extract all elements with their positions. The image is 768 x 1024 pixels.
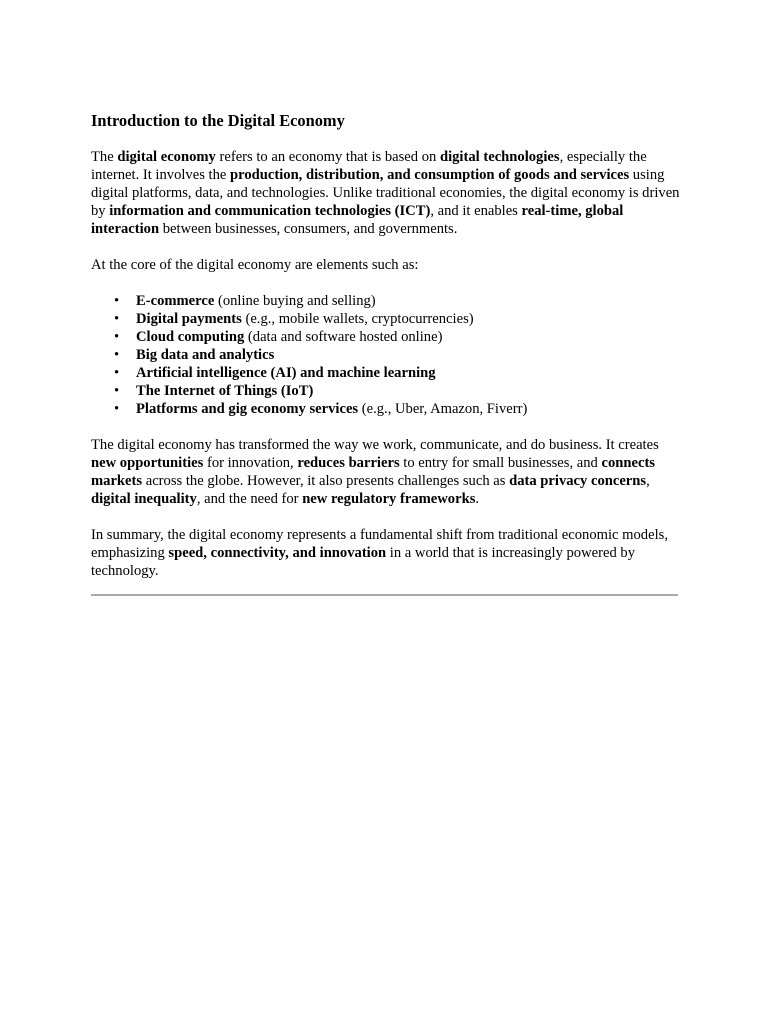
list-item [114, 292, 681, 310]
bullet-icon: • [114, 401, 120, 417]
bullet-icon: • [114, 383, 120, 399]
list-item-detail: (e.g., mobile wallets, cryptocurrencies) [241, 311, 474, 327]
page-title: Introduction to the Digital Economy [91, 111, 345, 130]
list-item-term: Platforms and gig economy services [136, 401, 359, 417]
bullet-icon: • [114, 311, 120, 327]
body-text: using digital platforms, data, and technologies. Unlike traditional economies, the digital economy is driven by [91, 167, 680, 219]
body-text: , [646, 473, 650, 489]
body-text: . [475, 491, 480, 507]
body-text: refers to an economy that is based on [215, 149, 440, 165]
bullet-icon: • [114, 347, 120, 363]
elements-list [91, 292, 681, 418]
summary-paragraph [91, 526, 681, 580]
list-item-term: Big data and analytics [136, 347, 275, 363]
list-item-term: Cloud computing [136, 329, 245, 345]
body-text: in a world that is increasingly powered by technology. [91, 545, 635, 579]
bullet-icon: • [114, 293, 120, 309]
list-item [114, 364, 681, 382]
list-item-detail: (data and software hosted online) [244, 329, 443, 345]
emphasis-text: digital economy [117, 149, 216, 165]
list-item-detail: (e.g., Uber, Amazon, Fiverr) [358, 401, 528, 417]
list-item-term: Digital payments [136, 311, 242, 327]
list-item [114, 400, 681, 418]
body-text: , and the need for [196, 491, 303, 507]
body-text: to entry for small businesses, and [399, 455, 602, 471]
list-item [114, 382, 681, 400]
emphasis-text: data privacy concerns [509, 473, 647, 489]
emphasis-text: digital inequality [91, 491, 197, 507]
emphasis-text: reduces barriers [297, 455, 400, 471]
body-text: , and it enables [430, 203, 522, 219]
bullet-icon: • [114, 365, 120, 381]
body-text: The digital economy has transformed the way we work, communicate, and do business. It creates [91, 437, 659, 453]
body-text: In summary, the digital economy represents a fundamental shift from traditional economic models, emphasizing [91, 527, 668, 561]
body-text: for innovation, [203, 455, 298, 471]
emphasis-text: production, distribution, and consumption of goods and services [230, 167, 630, 183]
body-text: between businesses, consumers, and governments. [159, 221, 458, 237]
document-body [91, 111, 681, 580]
intro-paragraph [91, 148, 681, 238]
body-text: The [91, 149, 118, 165]
body-text: across the globe. However, it also presents challenges such as [142, 473, 510, 489]
emphasis-text: connects markets [91, 455, 655, 489]
horizontal-rule [91, 594, 678, 596]
list-item-term: The Internet of Things (IoT) [136, 383, 314, 399]
emphasis-text: new opportunities [91, 455, 204, 471]
core-elements-intro: At the core of the digital economy are elements such as: [91, 257, 419, 273]
emphasis-text: digital technologies [439, 149, 560, 165]
list-item [114, 346, 681, 364]
emphasis-text: new regulatory frameworks [302, 491, 476, 507]
bullet-icon: • [114, 329, 120, 345]
body-text: , especially the internet. It involves the [91, 149, 647, 183]
list-item-detail: (online buying and selling) [214, 293, 376, 309]
transformation-paragraph [91, 436, 681, 508]
emphasis-text: speed, connectivity, and innovation [168, 545, 387, 561]
list-item-term: E-commerce [136, 293, 215, 309]
emphasis-text: information and communication technologies (ICT) [109, 203, 431, 219]
list-item-term: Artificial intelligence (AI) and machine learning [136, 365, 436, 381]
list-item [114, 328, 681, 346]
list-item [114, 310, 681, 328]
emphasis-text: real-time, global interaction [91, 203, 624, 237]
